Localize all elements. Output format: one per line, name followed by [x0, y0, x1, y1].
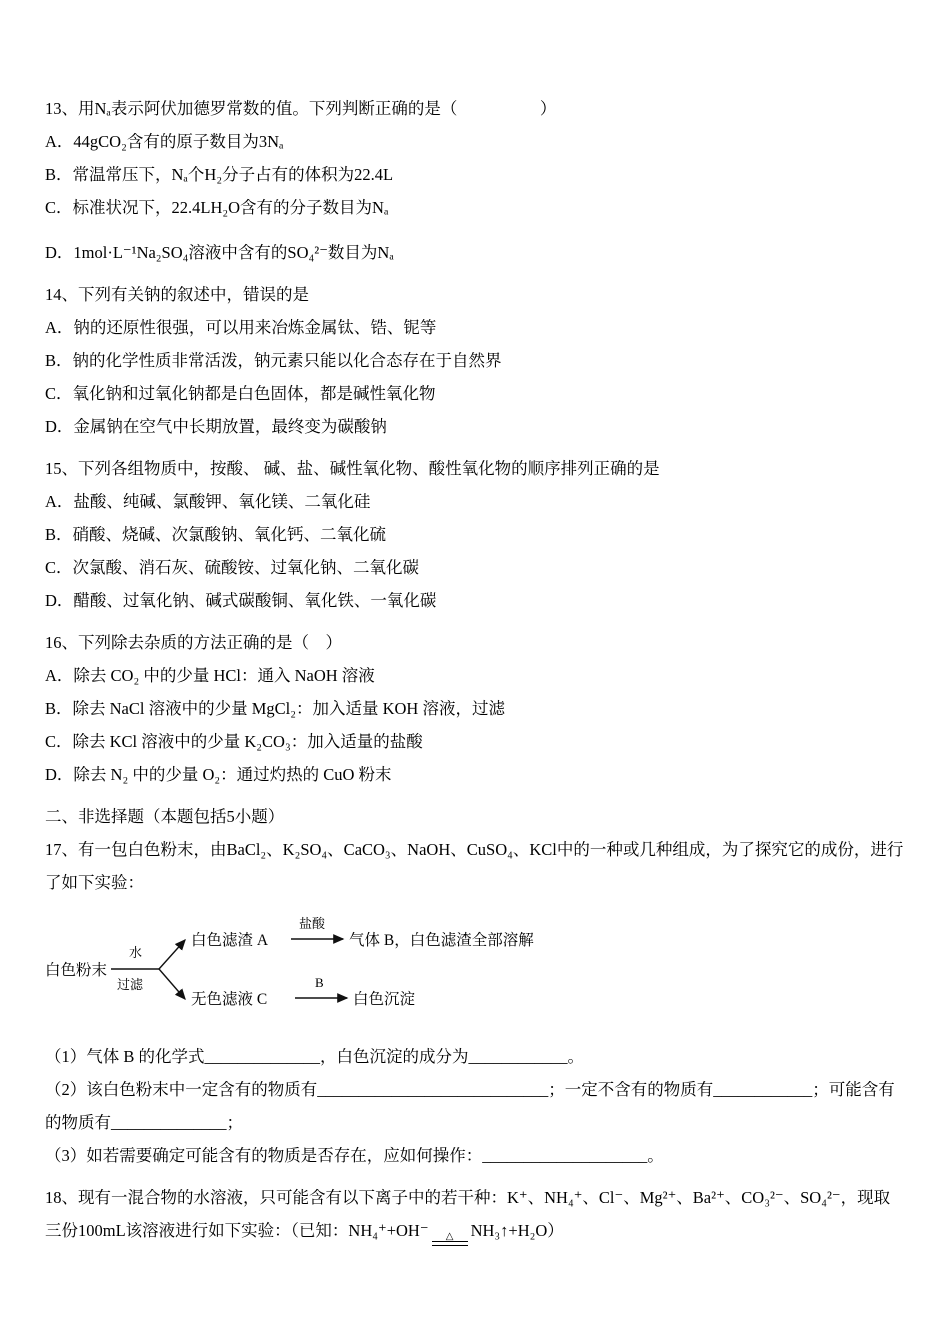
question-14	[45, 278, 905, 443]
question-15-option-a: A．盐酸、纯碱、氯酸钾、氧化镁、二氧化硅	[45, 492, 371, 511]
question-13-stem: 13、用Nₐ表示阿伏加德罗常数的值。下列判断正确的是（ ）	[45, 99, 557, 118]
flowchart-svg	[45, 907, 575, 1029]
question-18-text	[45, 1181, 905, 1247]
question-13-option-b: B．常温常压下，Nₐ个H₂分子占有的体积为22.4L	[45, 165, 394, 184]
question-16-option-a: A．除去 CO₂ 中的少量 HCl：通入 NaOH 溶液	[45, 666, 375, 685]
flow-acid-label: 盐酸	[299, 916, 326, 931]
question-14-option-d: D．金属钠在空气中长期放置，最终变为碳酸钠	[45, 417, 387, 436]
flow-white-powder-label: 白色粉末	[45, 962, 108, 979]
question-14-option-b: B．钠的化学性质非常活泼，钠元素只能以化合态存在于自然界	[45, 351, 502, 370]
flow-residue-label: 白色滤渣 A	[191, 932, 269, 949]
experiment-flowchart	[45, 907, 905, 1034]
flow-branch-up-arrow	[159, 940, 185, 969]
flow-filtrate-label: 无色滤液 C	[191, 991, 268, 1008]
question-17-sub-3: （3）如若需要确定可能含有的物质是否存在，应如何操作：____________________。	[45, 1146, 664, 1165]
question-17-sub-1: （1）气体 B 的化学式______________，白色沉淀的成分为____________。	[45, 1047, 585, 1066]
heating-reaction-arrow	[432, 1232, 468, 1246]
question-14-option-a: A．钠的还原性很强，可以用来冶炼金属钛、锆、铌等	[45, 318, 437, 337]
question-16-option-b: B．除去 NaCl 溶液中的少量 MgCl₂：加入适量 KOH 溶液，过滤	[45, 699, 505, 718]
flow-precipitate-label: 白色沉淀	[353, 991, 416, 1008]
question-15	[45, 452, 905, 617]
question-17-intro: 17、有一包白色粉末，由BaCl₂、K₂SO₄、CaCO₃、NaOH、CuSO₄、KCl中的一种或几种组成，为了探究它的成份，进行了如下实验：	[45, 840, 904, 892]
section-two-heading: 二、非选择题（本题包括5小题）	[45, 807, 285, 826]
question-15-option-d: D．醋酸、过氧化钠、碱式碳酸铜、氧化铁、一氧化碳	[45, 591, 437, 610]
reaction-arrow-line	[432, 1241, 468, 1246]
question-18-before-arrow: 18、现有一混合物的水溶液，只可能含有以下离子中的若干种：K⁺、NH₄⁺、Cl⁻、Mg²⁺、Ba²⁺、CO₃²⁻、SO₄²⁻，现取三份100mL该溶液进行如下实验：（已知：NH₄⁺+OH⁻	[45, 1188, 891, 1240]
question-16-option-d: D．除去 N₂ 中的少量 O₂：通过灼热的 CuO 粉末	[45, 765, 392, 784]
question-14-option-c: C．氧化钠和过氧化钠都是白色固体，都是碱性氧化物	[45, 384, 436, 403]
flow-filter-label: 过滤	[117, 977, 144, 992]
flow-b-label: B	[315, 975, 324, 990]
question-15-option-b: B．硝酸、烧碱、次氯酸钠、氧化钙、二氧化硫	[45, 525, 387, 544]
question-17	[45, 833, 905, 1172]
question-17-sub-2: （2）该白色粉末中一定含有的物质有____________________________；一定不含有的物质有____________；可能含有的物质有______________；	[45, 1080, 895, 1132]
flow-branch-down-arrow	[159, 969, 185, 999]
question-16	[45, 626, 905, 791]
question-18-after-arrow: NH₃↑+H₂O）	[470, 1221, 564, 1240]
question-13	[45, 92, 905, 269]
delta-condition-symbol: △	[445, 1231, 454, 1242]
question-16-option-c: C．除去 KCl 溶液中的少量 K₂CO₃：加入适量的盐酸	[45, 732, 423, 751]
question-13-option-a: A．44gCO₂含有的原子数目为3Nₐ	[45, 132, 284, 151]
flow-water-label: 水	[129, 945, 143, 960]
question-13-option-d: D．1mol·L⁻¹Na₂SO₄溶液中含有的SO₄²⁻数目为Nₐ	[45, 243, 394, 262]
question-13-option-c: C．标准状况下，22.4LH₂O含有的分子数目为Nₐ	[45, 198, 389, 217]
question-15-stem: 15、下列各组物质中，按酸、 碱、盐、碱性氧化物、酸性氧化物的顺序排列正确的是	[45, 459, 660, 478]
question-15-option-c: C．次氯酸、消石灰、硫酸铵、过氧化钠、二氧化碳	[45, 558, 420, 577]
question-18	[45, 1181, 905, 1247]
flow-residue-result-label: 气体 B，白色滤渣全部溶解	[349, 932, 534, 949]
question-16-stem: 16、下列除去杂质的方法正确的是（ ）	[45, 633, 342, 652]
question-14-stem: 14、下列有关钠的叙述中，错误的是	[45, 285, 309, 304]
